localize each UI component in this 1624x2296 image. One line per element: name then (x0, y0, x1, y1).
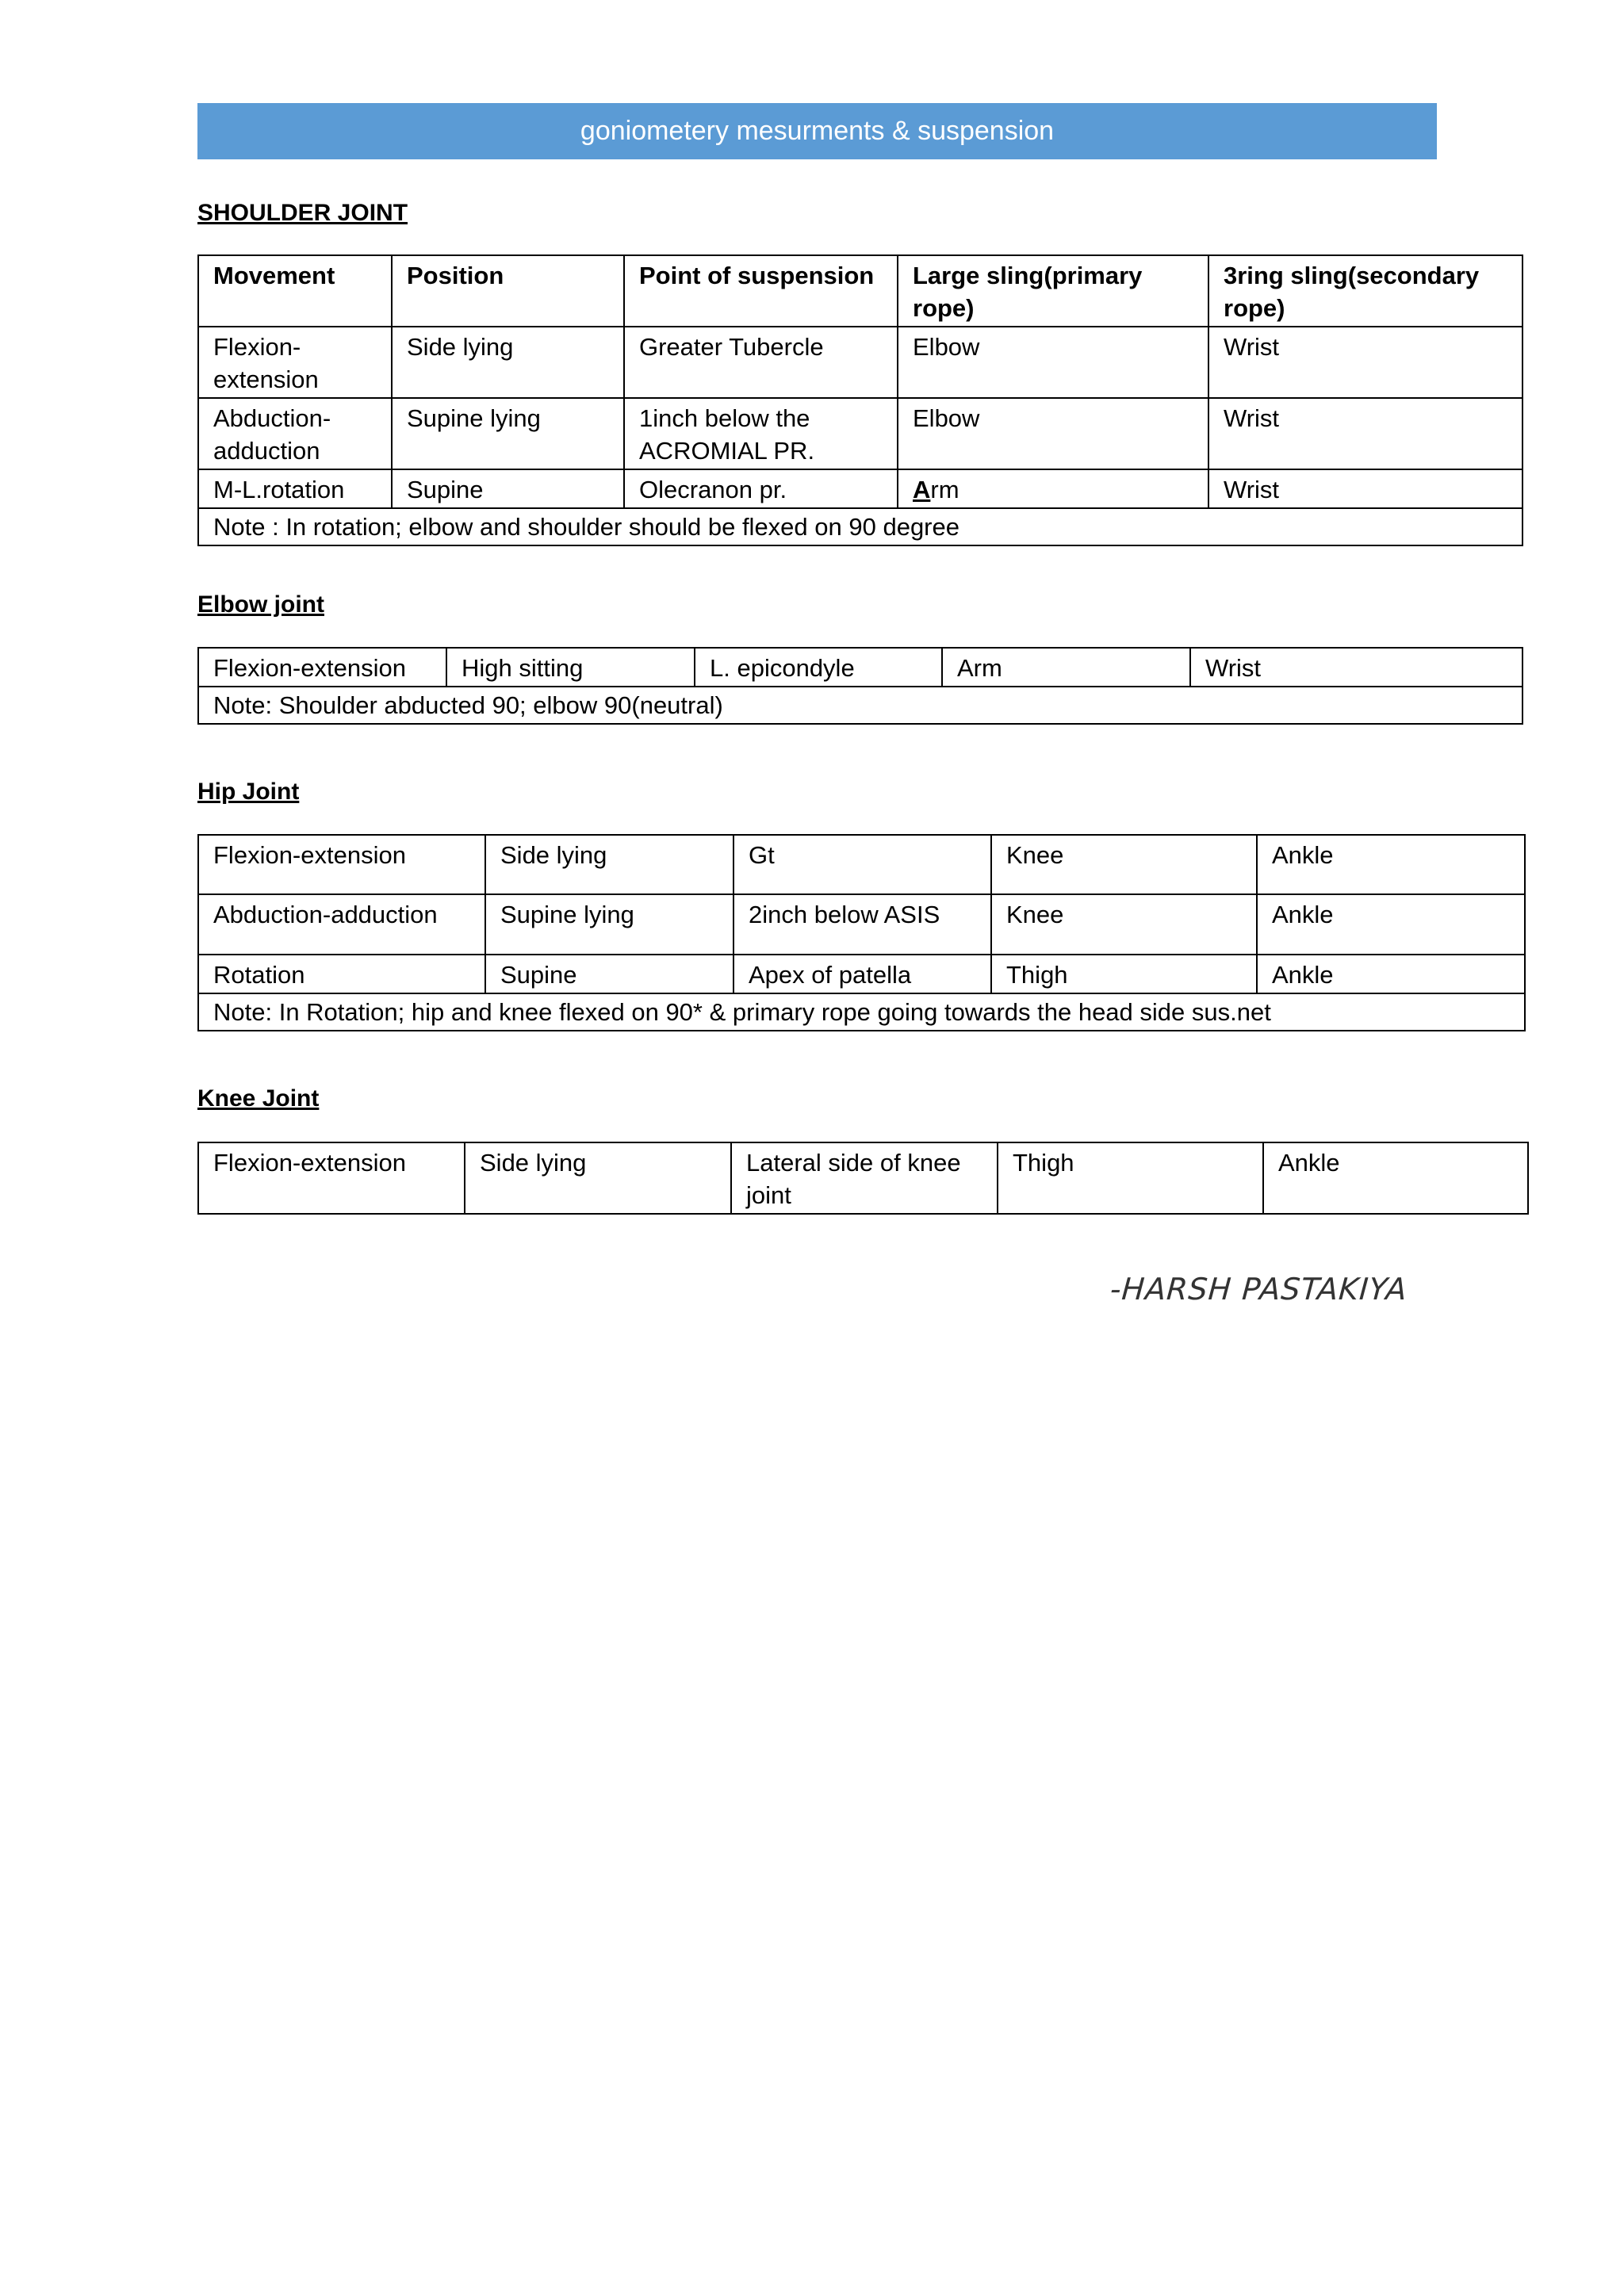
header-cell: Movement (198, 255, 392, 327)
knee-joint-table (197, 1142, 1529, 1215)
table-cell: Gt (733, 835, 991, 894)
document-title-banner: goniometery mesurments & suspension (197, 103, 1437, 159)
table-cell: Wrist (1208, 398, 1522, 469)
table-cell: Side lying (465, 1142, 731, 1214)
elbow-joint-table (197, 647, 1523, 725)
elbow-note: Note: Shoulder abducted 90; elbow 90(neutral) (198, 687, 1522, 724)
elbow-joint-heading: Elbow joint (197, 591, 324, 618)
table-cell: Supine (485, 955, 733, 993)
table-cell: M-L.rotation (198, 469, 392, 508)
table-row (198, 398, 1522, 469)
note-row (198, 687, 1522, 724)
table-row (198, 648, 1522, 687)
table-cell: Thigh (991, 955, 1257, 993)
hip-joint-heading: Hip Joint (197, 779, 300, 805)
table-cell: Side lying (485, 835, 733, 894)
arm-initial-letter: A (913, 476, 931, 503)
table-cell: Knee (991, 894, 1257, 955)
table-cell: Flexion-extension (198, 648, 446, 687)
note-row (198, 993, 1525, 1031)
table-row (198, 327, 1522, 398)
table-cell: Flexion-extension (198, 327, 392, 398)
header-cell: Position (392, 255, 624, 327)
table-cell: 2inch below ASIS (733, 894, 991, 955)
table-cell: Flexion-extension (198, 835, 485, 894)
table-row (198, 469, 1522, 508)
table-cell: Flexion-extension (198, 1142, 465, 1214)
table-cell: Elbow (898, 327, 1208, 398)
table-cell: Elbow (898, 398, 1208, 469)
arm-rest-text: rm (930, 476, 959, 503)
table-cell: Supine lying (485, 894, 733, 955)
table-cell: Supine (392, 469, 624, 508)
hip-joint-table (197, 834, 1526, 1031)
table-cell: Lateral side of knee joint (731, 1142, 998, 1214)
table-header-row (198, 255, 1522, 327)
table-cell: Apex of patella (733, 955, 991, 993)
table-cell: Greater Tubercle (624, 327, 898, 398)
table-row (198, 955, 1525, 993)
header-cell: 3ring sling(secondary rope) (1208, 255, 1522, 327)
table-row (198, 1142, 1528, 1214)
shoulder-joint-heading: SHOULDER JOINT (197, 200, 408, 226)
table-cell: Abduction-adduction (198, 894, 485, 955)
header-cell: Large sling(primary rope) (898, 255, 1208, 327)
table-row (198, 894, 1525, 955)
author-signature: -HARSH PASTAKIYA (1109, 1272, 1409, 1307)
table-cell: Ankle (1263, 1142, 1528, 1214)
table-cell: Ankle (1257, 894, 1525, 955)
table-cell: High sitting (446, 648, 695, 687)
table-cell: Ankle (1257, 835, 1525, 894)
table-cell: 1inch below the ACROMIAL PR. (624, 398, 898, 469)
table-row (198, 835, 1525, 894)
hip-note: Note: In Rotation; hip and knee flexed on 90* & primary rope going towards the head side sus.net (198, 993, 1525, 1031)
table-cell: Olecranon pr. (624, 469, 898, 508)
shoulder-joint-table (197, 254, 1523, 546)
table-cell-arm (898, 469, 1208, 508)
shoulder-note: Note : In rotation; elbow and shoulder should be flexed on 90 degree (198, 508, 1522, 545)
table-cell: Wrist (1208, 327, 1522, 398)
note-row (198, 508, 1522, 545)
table-cell: Side lying (392, 327, 624, 398)
table-cell: Thigh (998, 1142, 1263, 1214)
table-cell: Rotation (198, 955, 485, 993)
table-cell: Wrist (1190, 648, 1522, 687)
header-cell: Point of suspension (624, 255, 898, 327)
table-cell: Abduction-adduction (198, 398, 392, 469)
table-cell: Arm (942, 648, 1190, 687)
knee-joint-heading: Knee Joint (197, 1085, 320, 1112)
table-cell: Supine lying (392, 398, 624, 469)
table-cell: Wrist (1208, 469, 1522, 508)
table-cell: Ankle (1257, 955, 1525, 993)
table-cell: Knee (991, 835, 1257, 894)
table-cell: L. epicondyle (695, 648, 942, 687)
